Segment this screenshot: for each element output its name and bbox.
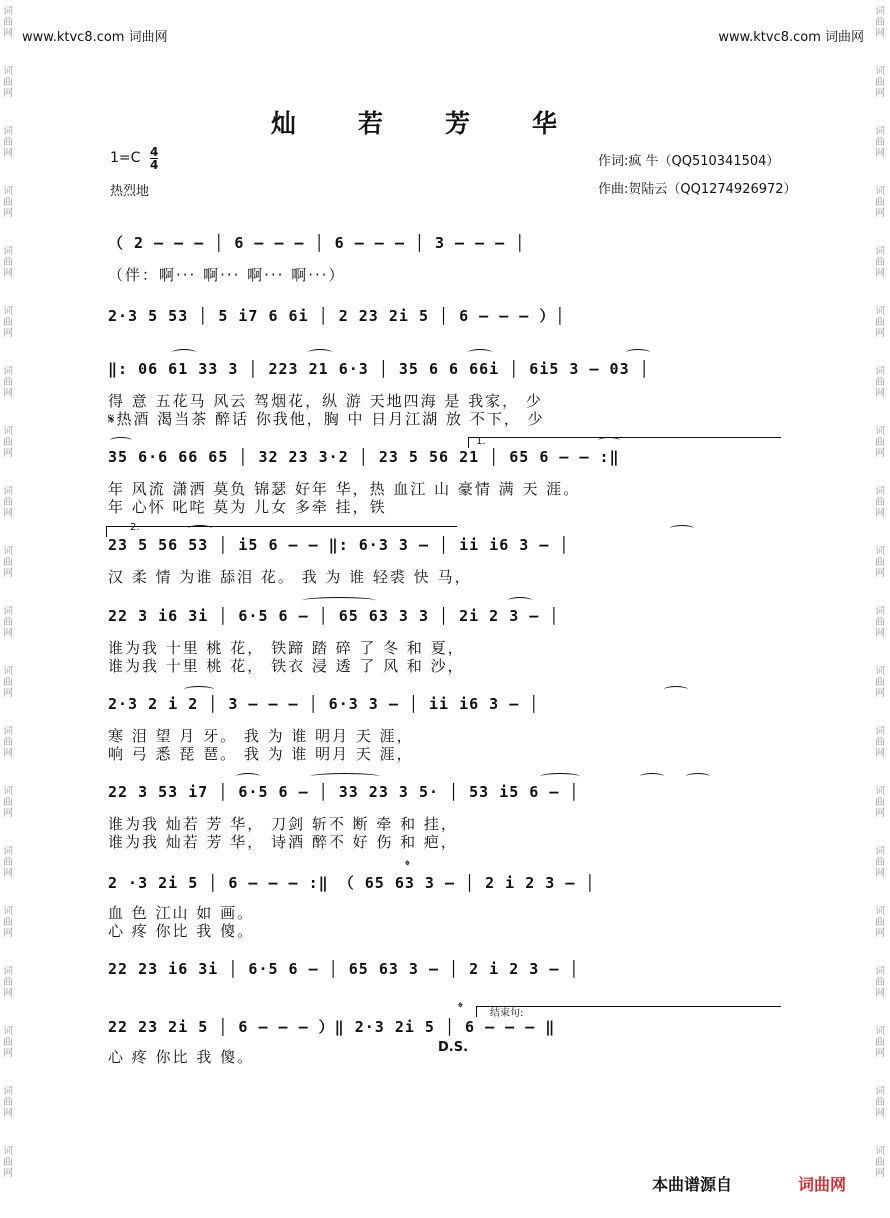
- watermark-char: 曲: [875, 737, 885, 748]
- watermark-glyph: [874, 486, 886, 519]
- watermark-char: 曲: [875, 797, 885, 808]
- lyric-line: 𝄋热酒 渴当茶 醉话 你我他，胸 中 日月江湖 放 不下， 少: [108, 410, 545, 428]
- watermark-char: 网: [3, 808, 13, 819]
- watermark-glyph: [874, 1086, 886, 1119]
- coda-sign-1: 𝄌: [405, 858, 410, 874]
- watermark-char: 词: [875, 1146, 885, 1157]
- lyric-line: 年 风流 潇洒 莫负 锦瑟 好年 华，热 血江 山 豪情 满 天 涯。: [108, 480, 581, 498]
- slur: [626, 349, 650, 356]
- site-url-left[interactable]: www.ktvc8.com 词曲网: [22, 30, 168, 45]
- lyric-line: 谁为我 灿若 芳 华， 刀剑 斩不 断 牵 和 挂，: [108, 815, 458, 833]
- watermark-char: 词: [875, 486, 885, 497]
- watermark-glyph: [2, 66, 14, 99]
- watermark-char: 曲: [875, 137, 885, 148]
- watermark-char: 曲: [875, 1157, 885, 1168]
- watermark-char: 词: [3, 1146, 13, 1157]
- notation-row: ‖: 06 61 33 3 │ 223 21 6·3 │ 35 6 6 66i │ 6i5 3 — 03 │: [108, 360, 650, 378]
- notation-row: 35 6·6 66 65 │ 32 23 3·2 │ 23 5 56 21 │ 65 6 — — :‖: [108, 448, 620, 466]
- watermark-char: 曲: [3, 797, 13, 808]
- notation-row: 23 5 56 53 │ i5 6 — — ‖: 6·3 3 — │ ii i6 3 — │: [108, 536, 570, 554]
- slur: [308, 349, 332, 356]
- watermark-glyph: [874, 726, 886, 759]
- lyric-line: 响 弓 悉 琵 琶。 我 为 谁 明月 天 涯，: [108, 745, 414, 763]
- watermark-glyph: [874, 1026, 886, 1059]
- watermark-char: 曲: [3, 737, 13, 748]
- watermark-char: 网: [875, 748, 885, 759]
- watermark-glyph: [2, 666, 14, 699]
- watermark-char: 网: [3, 388, 13, 399]
- lyric-line: 谁为我 十里 桃 花， 铁蹄 踏 碎 了 冬 和 夏，: [108, 639, 465, 657]
- slur: [598, 437, 620, 444]
- watermark-char: 词: [875, 126, 885, 137]
- watermark-char: 网: [3, 28, 13, 39]
- watermark-char: 词: [875, 966, 885, 977]
- lyric-line: 汉 柔 情 为谁 舔泪 花。 我 为 谁 轻裘 快 马，: [108, 568, 472, 586]
- watermark-glyph: [2, 426, 14, 459]
- watermark-glyph: [874, 6, 886, 39]
- watermark-char: 曲: [3, 317, 13, 328]
- footer-source-text: 本曲谱源自: [652, 1175, 733, 1194]
- watermark-char: 词: [875, 366, 885, 377]
- watermark-char: 词: [3, 1086, 13, 1097]
- watermark-char: 网: [875, 688, 885, 699]
- watermark-char: 曲: [3, 917, 13, 928]
- watermark-char: 词: [3, 546, 13, 557]
- watermark-glyph: [2, 306, 14, 339]
- watermark-char: 网: [875, 448, 885, 459]
- watermark-char: 词: [875, 546, 885, 557]
- watermark-char: 网: [3, 628, 13, 639]
- watermark-char: 网: [3, 88, 13, 99]
- watermark-char: 曲: [875, 197, 885, 208]
- volta-label-1: 1.: [476, 436, 486, 447]
- watermark-char: 网: [875, 148, 885, 159]
- watermark-glyph: [2, 6, 14, 39]
- lyric-line: 谁为我 灿若 芳 华， 诗酒 醉不 好 伤 和 疤，: [108, 833, 458, 851]
- watermark-char: 曲: [3, 857, 13, 868]
- lyric-line: 心 疼 你比 我 傻。: [108, 922, 255, 940]
- time-denominator: 4: [150, 158, 159, 172]
- watermark-char: 词: [3, 846, 13, 857]
- slur: [468, 349, 492, 356]
- watermark-char: 网: [875, 928, 885, 939]
- watermark-char: 网: [3, 448, 13, 459]
- watermark-char: 网: [3, 1108, 13, 1119]
- watermark-char: 网: [3, 868, 13, 879]
- watermark-char: 词: [3, 1026, 13, 1037]
- watermark-char: 词: [875, 1086, 885, 1097]
- notation-row: 22 23 i6 3i │ 6·5 6 — │ 65 63 3 — │ 2 i 2 3 — │: [108, 960, 580, 978]
- watermark-char: 网: [3, 988, 13, 999]
- watermark-glyph: [2, 606, 14, 639]
- watermark-glyph: [874, 666, 886, 699]
- watermark-char: 网: [875, 1108, 885, 1119]
- watermark-char: 曲: [3, 557, 13, 568]
- watermark-char: 词: [875, 606, 885, 617]
- slur: [172, 349, 196, 356]
- watermark-char: 网: [875, 1048, 885, 1059]
- watermark-char: 网: [3, 508, 13, 519]
- watermark-char: 曲: [3, 977, 13, 988]
- watermark-glyph: [2, 726, 14, 759]
- watermark-char: 词: [3, 906, 13, 917]
- watermark-char: 曲: [3, 137, 13, 148]
- notation-row: 2 ·3 2i 5 │ 6 — — — :‖ （ 65 63 3 — │ 2 i 2 3 — │: [108, 874, 596, 892]
- watermark-char: 词: [875, 426, 885, 437]
- watermark-char: 曲: [875, 677, 885, 688]
- notation-row: 22 3 53 i7 │ 6·5 6 — │ 33 23 3 5· │ 53 i5 6 — │: [108, 783, 580, 801]
- watermark-char: 网: [3, 688, 13, 699]
- watermark-char: 曲: [875, 257, 885, 268]
- notation-row: 22 23 2i 5 │ 6 — — — ）‖ 2·3 2i 5 │ 6 — — — ‖: [108, 1018, 556, 1036]
- watermark-char: 曲: [3, 1157, 13, 1168]
- watermark-char: 曲: [3, 1037, 13, 1048]
- watermark-glyph: [2, 906, 14, 939]
- watermark-char: 词: [875, 246, 885, 257]
- watermark-char: 词: [3, 486, 13, 497]
- notation-row: 22 3 i6 3i │ 6·5 6 — │ 65 63 3 3 │ 2i 2 3 — │: [108, 607, 560, 625]
- watermark-glyph: [874, 546, 886, 579]
- watermark-char: 词: [3, 186, 13, 197]
- slur: [670, 525, 694, 532]
- watermark-glyph: [874, 606, 886, 639]
- watermark-glyph: [874, 1146, 886, 1179]
- watermark-glyph: [2, 786, 14, 819]
- watermark-char: 网: [875, 868, 885, 879]
- watermark-char: 曲: [875, 377, 885, 388]
- watermark-char: 词: [3, 306, 13, 317]
- watermark-glyph: [2, 966, 14, 999]
- watermark-char: 网: [875, 88, 885, 99]
- watermark-glyph: [2, 1026, 14, 1059]
- watermark-char: 曲: [3, 677, 13, 688]
- slur: [302, 597, 376, 604]
- watermark-char: 曲: [875, 977, 885, 988]
- lyric-line: （伴：啊··· 啊··· 啊··· 啊···）: [108, 266, 346, 284]
- watermark-char: 曲: [875, 857, 885, 868]
- watermark-char: 曲: [3, 437, 13, 448]
- watermark-glyph: [2, 1086, 14, 1119]
- watermark-char: 词: [875, 906, 885, 917]
- watermark-char: 曲: [3, 497, 13, 508]
- watermark-glyph: [874, 906, 886, 939]
- watermark-char: 网: [3, 1168, 13, 1179]
- lyricist: 作词:疯 牛（QQ510341504）: [598, 154, 780, 169]
- watermark-char: 曲: [3, 17, 13, 28]
- watermark-char: 曲: [875, 437, 885, 448]
- notation-row: 2·3 5 53 │ 5 i7 6 6i │ 2 23 2i 5 │ 6 — — — ）│: [108, 307, 566, 325]
- watermark-glyph: [874, 246, 886, 279]
- key-signature: 1=C: [110, 150, 141, 166]
- watermark-char: 词: [875, 186, 885, 197]
- watermark-char: 曲: [875, 917, 885, 928]
- lyric-line: 心 疼 你比 我 傻。: [108, 1048, 255, 1066]
- watermark-char: 词: [3, 126, 13, 137]
- footer-brand-link[interactable]: 词曲网: [798, 1175, 847, 1194]
- slur: [310, 773, 380, 780]
- watermark-char: 词: [3, 666, 13, 677]
- watermark-glyph: [2, 846, 14, 879]
- watermark-char: 网: [875, 628, 885, 639]
- watermark-char: 网: [3, 748, 13, 759]
- lyric-line: 血 色 江山 如 画。: [108, 904, 255, 922]
- watermark-char: 词: [875, 726, 885, 737]
- watermark-glyph: [2, 366, 14, 399]
- watermark-char: 网: [875, 568, 885, 579]
- watermark-glyph: [874, 306, 886, 339]
- watermark-glyph: [2, 486, 14, 519]
- watermark-char: 网: [3, 208, 13, 219]
- watermark-char: 词: [875, 846, 885, 857]
- watermark-char: 词: [875, 66, 885, 77]
- watermark-glyph: [874, 426, 886, 459]
- lyric-line: 寒 泪 望 月 牙。 我 为 谁 明月 天 涯，: [108, 727, 414, 745]
- watermark-char: 词: [3, 786, 13, 797]
- watermark-char: 词: [3, 966, 13, 977]
- slur: [184, 686, 214, 693]
- lyric-line: 谁为我 十里 桃 花， 铁衣 浸 透 了 风 和 沙，: [108, 657, 465, 675]
- watermark-char: 网: [3, 268, 13, 279]
- watermark-char: 曲: [3, 617, 13, 628]
- slur: [236, 773, 260, 780]
- watermark-glyph: [874, 846, 886, 879]
- notation-row: 2·3 2 i 2 │ 3 — — — │ 6·3 3 — │ ii i6 3 — │: [108, 695, 540, 713]
- coda-sign-2: 𝄌: [458, 1000, 463, 1016]
- time-numerator: 4: [150, 145, 159, 159]
- watermark-char: 网: [875, 28, 885, 39]
- slur: [686, 773, 710, 780]
- lyric-line: 得 意 五花马 风云 驾烟花，纵 游 天地四海 是 我家， 少: [108, 392, 543, 410]
- watermark-glyph: [874, 366, 886, 399]
- watermark-char: 曲: [875, 317, 885, 328]
- watermark-glyph: [874, 66, 886, 99]
- composer: 作曲:贺陆云（QQ1274926972）: [598, 182, 797, 197]
- watermark-char: 网: [875, 988, 885, 999]
- watermark-char: 词: [3, 606, 13, 617]
- song-title: 灿若芳华: [270, 109, 619, 138]
- time-signature: [150, 146, 158, 171]
- watermark-glyph: [2, 546, 14, 579]
- watermark-char: 网: [875, 808, 885, 819]
- volta-bracket-2: [106, 526, 457, 537]
- watermark-char: 曲: [875, 497, 885, 508]
- watermark-char: 网: [3, 568, 13, 579]
- slur: [640, 773, 664, 780]
- watermark-char: 词: [3, 246, 13, 257]
- watermark-char: 曲: [875, 557, 885, 568]
- watermark-char: 网: [3, 928, 13, 939]
- watermark-char: 网: [875, 208, 885, 219]
- lyric-line: 年 心怀 叱咤 莫为 儿女 多牵 挂，铁: [108, 498, 387, 516]
- watermark-glyph: [874, 786, 886, 819]
- watermark-char: 网: [875, 328, 885, 339]
- watermark-char: 曲: [3, 257, 13, 268]
- watermark-char: 词: [3, 66, 13, 77]
- watermark-glyph: [2, 246, 14, 279]
- volta-bracket-1: [468, 437, 781, 448]
- watermark-char: 曲: [3, 197, 13, 208]
- watermark-char: 网: [3, 1048, 13, 1059]
- slur: [540, 773, 580, 780]
- tempo-marking: 热烈地: [110, 184, 150, 199]
- watermark-char: 词: [875, 306, 885, 317]
- watermark-char: 曲: [875, 77, 885, 88]
- watermark-glyph: [874, 186, 886, 219]
- watermark-char: 网: [3, 328, 13, 339]
- watermark-char: 词: [3, 426, 13, 437]
- watermark-char: 网: [875, 1168, 885, 1179]
- watermark-char: 曲: [875, 1097, 885, 1108]
- site-url-right[interactable]: www.ktvc8.com 词曲网: [718, 30, 864, 45]
- watermark-char: 曲: [875, 1037, 885, 1048]
- slur: [110, 437, 132, 444]
- ds-mark: D.S.: [438, 1040, 469, 1055]
- watermark-glyph: [2, 1146, 14, 1179]
- slur: [188, 525, 212, 532]
- watermark-glyph: [2, 186, 14, 219]
- watermark-char: 曲: [3, 77, 13, 88]
- watermark-char: 词: [875, 6, 885, 17]
- watermark-char: 网: [875, 508, 885, 519]
- watermark-char: 网: [875, 268, 885, 279]
- watermark-char: 曲: [3, 1097, 13, 1108]
- slur: [664, 686, 688, 693]
- watermark-char: 词: [3, 726, 13, 737]
- watermark-char: 曲: [875, 17, 885, 28]
- watermark-char: 词: [875, 666, 885, 677]
- watermark-char: 网: [3, 148, 13, 159]
- watermark-char: 词: [875, 786, 885, 797]
- watermark-char: 曲: [875, 617, 885, 628]
- watermark-char: 曲: [3, 377, 13, 388]
- slur: [508, 597, 532, 604]
- ending-label: 结束句:: [490, 1008, 524, 1019]
- watermark-char: 词: [3, 366, 13, 377]
- watermark-glyph: [874, 966, 886, 999]
- notation-row: （ 2 — — — │ 6 — — — │ 6 — — — │ 3 — — — │: [108, 234, 526, 252]
- watermark-char: 词: [875, 1026, 885, 1037]
- volta-label-2: 2.: [130, 522, 140, 533]
- watermark-char: 网: [875, 388, 885, 399]
- watermark-char: 词: [3, 6, 13, 17]
